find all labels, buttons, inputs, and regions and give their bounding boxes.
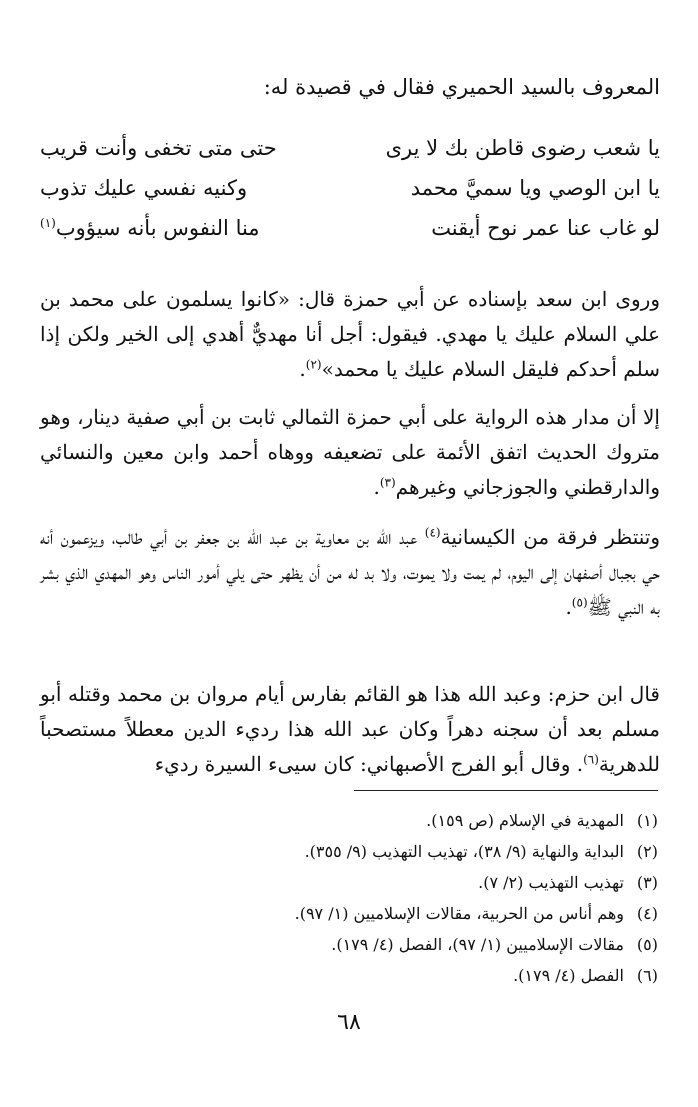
intro-line: المعروف بالسيد الحميري فقال في قصيدة له: xyxy=(263,75,660,99)
footnote-number: (٢) xyxy=(636,842,658,861)
verse-first-hemistich: لو غاب عنا عمر نوح أيقنت xyxy=(431,216,660,240)
paragraph-ibn-hazm xyxy=(40,677,660,782)
paragraph-text: . xyxy=(373,475,380,499)
footnote-item xyxy=(40,960,658,991)
footnote-number: (٥) xyxy=(636,935,658,954)
paragraph-text: وتنتظر فرقة من الكيسانية xyxy=(440,525,660,549)
footnote-marker: (٢) xyxy=(305,357,322,372)
footnote-item xyxy=(40,836,658,867)
footnote-text: وهم أناس من الحربية، مقالات الإسلاميين (١/ ٩٧). xyxy=(294,904,624,923)
footnote-marker: (٥) xyxy=(571,595,588,610)
verse-second-hemistich xyxy=(40,208,338,248)
poem-verses xyxy=(40,128,660,248)
footnotes-list xyxy=(40,805,658,991)
page-number: ٦٨ xyxy=(337,1010,361,1035)
paragraph-text: . xyxy=(565,595,572,619)
paragraph-text: إلا أن مدار هذه الرواية على أبي حمزة الثمالي ثابت بن أبي صفية دينار، وهو متروك الحديث اتفق الأئمة على تضعيفه ووهاه أحمد وابن معين والنسائي والدارقطني والجوزجاني وغيرهم xyxy=(40,405,660,499)
footnote-item xyxy=(40,867,658,898)
footnote-marker: (٦) xyxy=(583,752,599,767)
verse-second-text: منا النفوس بأنه سيؤوب xyxy=(55,216,260,240)
paragraph-kaysaniyya xyxy=(40,520,660,625)
footnote-number: (١) xyxy=(636,811,658,830)
footnote-marker: (٣) xyxy=(379,475,396,490)
footnote-number: (٤) xyxy=(636,904,658,923)
footnote-text: تهذيب التهذيب (٢/ ٧). xyxy=(478,873,624,892)
poem-verse xyxy=(40,208,660,248)
paragraph-text: . xyxy=(299,357,306,381)
paragraph-text: عبد الله بن معاوية بن عبد الله بن جعفر بن أبي طالب، ويزعمون أنه حي بجبال أصفهان إلى اليوم، لم يمت ولا يموت، ولا بد له من أن يظهر حتى يلي أمور الناس وهو المهدي الذي بشر به النبي ﷺ xyxy=(40,525,660,619)
paragraph-text: وروى ابن سعد بإسناده عن أبي حمزة قال: «كانوا يسلمون على محمد بن علي السلام عليك يا مهدي. فيقول: أجل أنا مهديٌّ أهدي إلى الخير ولكن إذا سلم أحدكم فليقل السلام عليك يا محمد» xyxy=(40,287,660,381)
footnote-number: (٣) xyxy=(636,873,658,892)
footnote-item xyxy=(40,929,658,960)
poem-verse xyxy=(40,128,660,168)
paragraph-text: . وقال أبو الفرج الأصبهاني: كان سيىء السيرة رديء xyxy=(154,752,584,776)
verse-first-hemistich: يا ابن الوصي ويا سميَّ محمد xyxy=(410,176,660,200)
footnote-marker: (١) xyxy=(40,216,56,230)
footnote-marker: (٤) xyxy=(424,525,441,540)
paragraph-ibn-saad xyxy=(40,282,660,387)
footnote-text: الفصل (٤/ ١٧٩). xyxy=(513,966,624,985)
paragraph-abu-hamza xyxy=(40,400,660,505)
verse-first-hemistich: يا شعب رضوى قاطن بك لا يرى xyxy=(385,136,660,160)
verse-second-hemistich xyxy=(40,128,338,168)
footnote-item xyxy=(40,805,658,836)
verse-second-text: وكنيه نفسي عليك تذوب xyxy=(40,176,248,200)
poem-verse xyxy=(40,168,660,208)
verse-second-text: حتى متى تخفى وأنت قريب xyxy=(40,136,277,160)
verse-second-hemistich xyxy=(40,168,338,208)
footnote-number: (٦) xyxy=(636,966,658,985)
paragraph-text: قال ابن حزم: وعبد الله هذا هو القائم بفارس أيام مروان بن محمد وقتله أبو مسلم بعد أن سجنه دهراً وكان عبد الله هذا رديء الدين معطلاً مستصحباً للدهرية xyxy=(40,682,660,776)
footnote-text: مقالات الإسلاميين (١/ ٩٧)، الفصل (٤/ ١٧٩). xyxy=(331,935,624,954)
footnote-item xyxy=(40,898,658,929)
footnote-text: البداية والنهاية (٩/ ٣٨)، تهذيب التهذيب (٩/ ٣٥٥). xyxy=(304,842,624,861)
footnote-divider xyxy=(354,790,658,791)
footnote-text: المهدية في الإسلام (ص ١٥٩). xyxy=(426,811,624,830)
